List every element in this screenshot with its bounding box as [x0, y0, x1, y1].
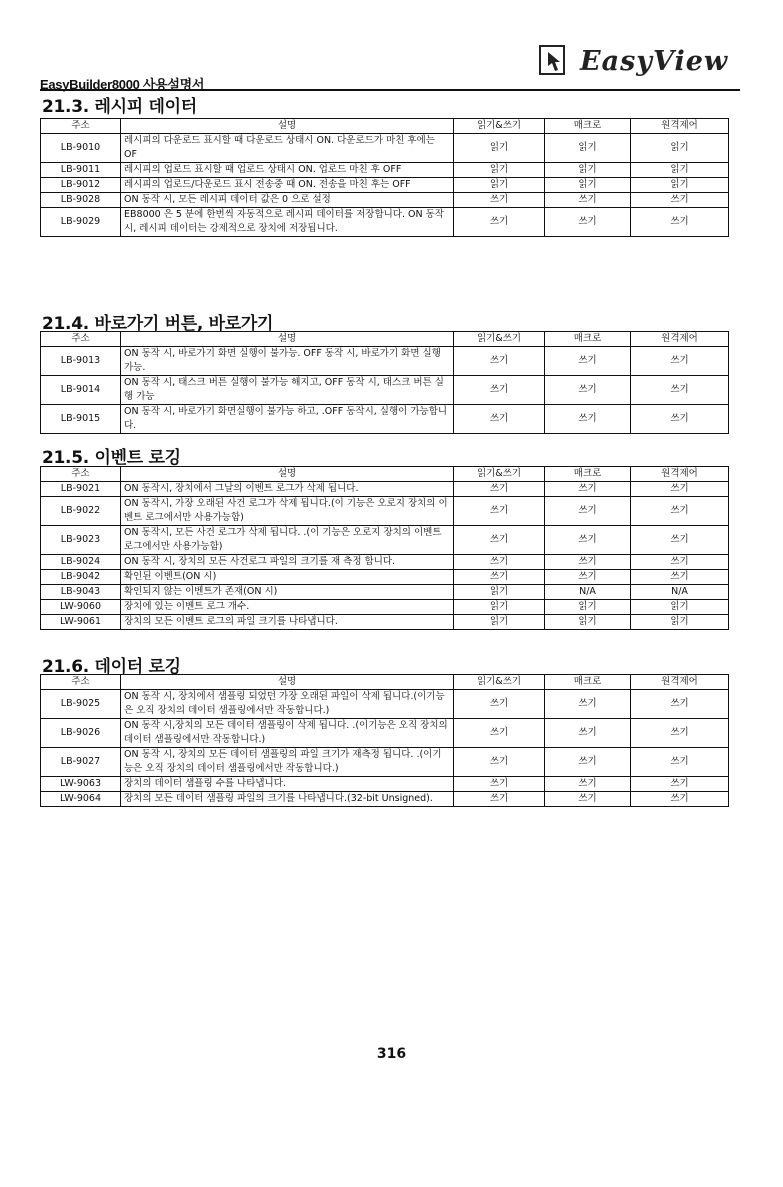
cell-remote-control: 쓰기 — [631, 719, 729, 748]
cell-description: 장치의 모든 데이터 샘플링 파일의 크기를 나타냅니다.(32-bit Unsigned). — [121, 792, 454, 807]
cell-description: ON 동작시, 장치에서 그날의 이벤트 로그가 삭제 됩니다. — [121, 482, 454, 497]
cell-description: ON 동작 시, 바로가기 화면실행이 불가능 하고, .OFF 동작시, 실행이 가능합니다. — [121, 405, 454, 434]
cell-read-write: 쓰기 — [454, 792, 545, 807]
cell-remote-control: 읽기 — [631, 600, 729, 615]
cell-macro: 쓰기 — [545, 748, 631, 777]
cell-macro: 쓰기 — [545, 570, 631, 585]
cell-remote-control: 쓰기 — [631, 193, 729, 208]
table-row — [41, 405, 729, 434]
cell-read-write: 쓰기 — [454, 497, 545, 526]
header-remote-control: 원격제어 — [631, 467, 729, 482]
header-macro: 매크로 — [545, 675, 631, 690]
cell-remote-control: 쓰기 — [631, 497, 729, 526]
cell-macro: 쓰기 — [545, 347, 631, 376]
cell-address: LB-9011 — [41, 163, 121, 178]
cell-description: ON 동작시, 모든 사건 로그가 삭제 됩니다. .(이 기능은 오로지 장치의 이벤트 로그에서만 사용가능함) — [121, 526, 454, 555]
cell-macro: 쓰기 — [545, 376, 631, 405]
cell-macro: 읽기 — [545, 178, 631, 193]
cell-read-write: 읽기 — [454, 134, 545, 163]
cell-description: ON 동작 시, 태스크 버튼 실행이 불가능 해지고, OFF 동작 시, 태스크 버튼 실행 가능 — [121, 376, 454, 405]
cell-remote-control: 읽기 — [631, 615, 729, 630]
header-remote-control: 원격제어 — [631, 119, 729, 134]
header-address: 주소 — [41, 467, 121, 482]
section-title-event-logging: 21.5. 이벤트 로깅 — [42, 448, 181, 468]
cell-address: LB-9025 — [41, 690, 121, 719]
cell-read-write: 쓰기 — [454, 208, 545, 237]
section-title-recipe-data: 21.3. 레시피 데이터 — [42, 97, 197, 117]
section-title-data-logging: 21.6. 데이터 로깅 — [42, 657, 181, 677]
cell-remote-control: 쓰기 — [631, 208, 729, 237]
cell-read-write: 쓰기 — [454, 405, 545, 434]
cell-read-write: 쓰기 — [454, 690, 545, 719]
table-row — [41, 482, 729, 497]
table-header-row — [41, 467, 729, 482]
table-row — [41, 792, 729, 807]
header-read-write: 읽기&쓰기 — [454, 675, 545, 690]
cell-macro: 쓰기 — [545, 482, 631, 497]
cell-description: 확인되지 않는 이벤트가 존재(ON 시) — [121, 585, 454, 600]
table-row — [41, 600, 729, 615]
table-row — [41, 163, 729, 178]
header-description: 설명 — [121, 675, 454, 690]
page-number: 316 — [376, 1046, 407, 1062]
cell-description: ON 동작 시, 장치의 모든 데이터 샘플링의 파일 크기가 재측정 됩니다. .(이기능은 오직 장치의 데이터 샘플링에서만 작동합니다.) — [121, 748, 454, 777]
header-remote-control: 원격제어 — [631, 675, 729, 690]
table-row — [41, 134, 729, 163]
cell-macro: N/A — [545, 585, 631, 600]
cell-macro: 읽기 — [545, 163, 631, 178]
cell-remote-control: 읽기 — [631, 134, 729, 163]
cell-description: ON 동작 시, 장치에서 샘플링 되었던 가장 오래된 파일이 삭제 됩니다.(이기능은 오직 장치의 데이터 샘플링에서만 작동합니다.) — [121, 690, 454, 719]
table-row — [41, 526, 729, 555]
cell-description: ON 동작 시, 바로가기 화면 실행이 불가능. OFF 동작 시, 바로가기 화면 실행 가능. — [121, 347, 454, 376]
cell-address: LW-9061 — [41, 615, 121, 630]
header-description: 설명 — [121, 467, 454, 482]
recipe-data-table — [40, 118, 729, 237]
cell-macro: 쓰기 — [545, 792, 631, 807]
cell-remote-control: 쓰기 — [631, 555, 729, 570]
cell-address: LW-9063 — [41, 777, 121, 792]
cell-address: LB-9028 — [41, 193, 121, 208]
table-row — [41, 777, 729, 792]
cell-macro: 쓰기 — [545, 405, 631, 434]
cell-remote-control: 쓰기 — [631, 526, 729, 555]
cell-address: LB-9015 — [41, 405, 121, 434]
cell-remote-control: 읽기 — [631, 178, 729, 193]
cell-macro: 쓰기 — [545, 690, 631, 719]
table-row — [41, 570, 729, 585]
data-logging-table — [40, 674, 729, 807]
cell-remote-control: N/A — [631, 585, 729, 600]
event-logging-table — [40, 466, 729, 630]
table-row — [41, 690, 729, 719]
cell-address: LB-9024 — [41, 555, 121, 570]
cell-address: LB-9010 — [41, 134, 121, 163]
cell-read-write: 쓰기 — [454, 482, 545, 497]
cell-address: LB-9043 — [41, 585, 121, 600]
cell-address: LB-9027 — [41, 748, 121, 777]
cell-description: EB8000 은 5 분에 한번씩 자동적으로 레시피 데이터를 저장합니다. ON 동작 시, 레시피 데이터는 강제적으로 장치에 저장됩니다. — [121, 208, 454, 237]
table-row — [41, 178, 729, 193]
cell-remote-control: 쓰기 — [631, 482, 729, 497]
table-row — [41, 376, 729, 405]
header-address: 주소 — [41, 332, 121, 347]
cell-remote-control: 쓰기 — [631, 405, 729, 434]
cell-address: LB-9013 — [41, 347, 121, 376]
table-row — [41, 748, 729, 777]
cell-description: ON 동작 시,장치의 모든 데이터 샘플링이 삭제 됩니다. .(이기능은 오직 장치의 데이터 샘플링에서만 작동합니다.) — [121, 719, 454, 748]
cell-read-write: 쓰기 — [454, 570, 545, 585]
cell-address: LB-9022 — [41, 497, 121, 526]
cell-read-write: 쓰기 — [454, 347, 545, 376]
header-macro: 매크로 — [545, 467, 631, 482]
table-header-row — [41, 675, 729, 690]
header-macro: 매크로 — [545, 332, 631, 347]
cell-remote-control: 쓰기 — [631, 570, 729, 585]
table-row — [41, 615, 729, 630]
table-row — [41, 585, 729, 600]
table-header-row — [41, 119, 729, 134]
table-row — [41, 193, 729, 208]
header-description: 설명 — [121, 119, 454, 134]
cell-address: LB-9023 — [41, 526, 121, 555]
table-row — [41, 208, 729, 237]
cell-read-write: 쓰기 — [454, 777, 545, 792]
header-macro: 매크로 — [545, 119, 631, 134]
cell-remote-control: 쓰기 — [631, 347, 729, 376]
cell-description: ON 동작 시, 장치의 모든 사건로그 파일의 크기를 재 측정 합니다. — [121, 555, 454, 570]
cell-macro: 읽기 — [545, 615, 631, 630]
table-header-row — [41, 332, 729, 347]
cell-read-write: 읽기 — [454, 178, 545, 193]
cell-read-write: 쓰기 — [454, 526, 545, 555]
cell-macro: 쓰기 — [545, 497, 631, 526]
cell-remote-control: 쓰기 — [631, 376, 729, 405]
cell-macro: 읽기 — [545, 134, 631, 163]
section-title-shortcut: 21.4. 바로가기 버튼, 바로가기 — [42, 314, 274, 334]
cell-description: 레시피의 업로드 표시할 때 업로드 상태시 ON. 업로드 마친 후 OFF — [121, 163, 454, 178]
cell-description: 장치에 있는 이벤트 로그 개수. — [121, 600, 454, 615]
cell-remote-control: 쓰기 — [631, 690, 729, 719]
cell-address: LB-9029 — [41, 208, 121, 237]
cell-address: LW-9060 — [41, 600, 121, 615]
cell-description: ON 동작 시, 모든 레시피 데이터 값은 0 으로 설정 — [121, 193, 454, 208]
cell-description: 레시피의 업로드/다운로드 표시 전송중 때 ON. 전송을 마친 후는 OFF — [121, 178, 454, 193]
cell-read-write: 읽기 — [454, 163, 545, 178]
cell-description: ON 동작시, 가장 오래된 사건 로그가 삭제 됩니다.(이 기능은 오로지 장치의 이벤트 로그에서만 사용가능함) — [121, 497, 454, 526]
header-address: 주소 — [41, 675, 121, 690]
cell-description: 레시피의 다운로드 표시할 때 다운로드 상태시 ON. 다운로드가 마친 후에는 OF — [121, 134, 454, 163]
cell-read-write: 읽기 — [454, 600, 545, 615]
cell-read-write: 쓰기 — [454, 719, 545, 748]
header-read-write: 읽기&쓰기 — [454, 467, 545, 482]
cell-description: 장치의 모든 이벤트 로그의 파일 크기를 나타냅니다. — [121, 615, 454, 630]
cell-read-write: 읽기 — [454, 615, 545, 630]
cell-address: LB-9021 — [41, 482, 121, 497]
table-row — [41, 555, 729, 570]
cell-address: LB-9014 — [41, 376, 121, 405]
cell-macro: 읽기 — [545, 600, 631, 615]
cell-description: 장치의 데이터 샘플링 수를 나타냅니다. — [121, 777, 454, 792]
cell-address: LB-9026 — [41, 719, 121, 748]
cell-macro: 쓰기 — [545, 719, 631, 748]
header-address: 주소 — [41, 119, 121, 134]
cell-remote-control: 쓰기 — [631, 792, 729, 807]
cell-read-write: 쓰기 — [454, 376, 545, 405]
cell-address: LB-9012 — [41, 178, 121, 193]
cell-macro: 쓰기 — [545, 208, 631, 237]
header-read-write: 읽기&쓰기 — [454, 332, 545, 347]
cell-read-write: 읽기 — [454, 585, 545, 600]
cell-remote-control: 쓰기 — [631, 748, 729, 777]
shortcut-table — [40, 331, 729, 434]
table-row — [41, 497, 729, 526]
header-description: 설명 — [121, 332, 454, 347]
logo-text: EasyView — [580, 46, 729, 77]
cell-macro: 쓰기 — [545, 193, 631, 208]
cell-remote-control: 쓰기 — [631, 777, 729, 792]
header-rule — [40, 89, 740, 91]
logo-hand-icon — [538, 44, 568, 78]
manual-title: EasyBuilder8000 사용설명서 — [40, 77, 205, 92]
cell-read-write: 쓰기 — [454, 193, 545, 208]
cell-read-write: 쓰기 — [454, 555, 545, 570]
easyview-logo — [538, 40, 738, 84]
cell-description: 확인된 이벤트(ON 시) — [121, 570, 454, 585]
table-row — [41, 719, 729, 748]
cell-read-write: 쓰기 — [454, 748, 545, 777]
header-read-write: 읽기&쓰기 — [454, 119, 545, 134]
cell-address: LW-9064 — [41, 792, 121, 807]
cell-remote-control: 읽기 — [631, 163, 729, 178]
table-row — [41, 347, 729, 376]
cell-macro: 쓰기 — [545, 777, 631, 792]
cell-address: LB-9042 — [41, 570, 121, 585]
cell-macro: 쓰기 — [545, 555, 631, 570]
cell-macro: 쓰기 — [545, 526, 631, 555]
header-remote-control: 원격제어 — [631, 332, 729, 347]
